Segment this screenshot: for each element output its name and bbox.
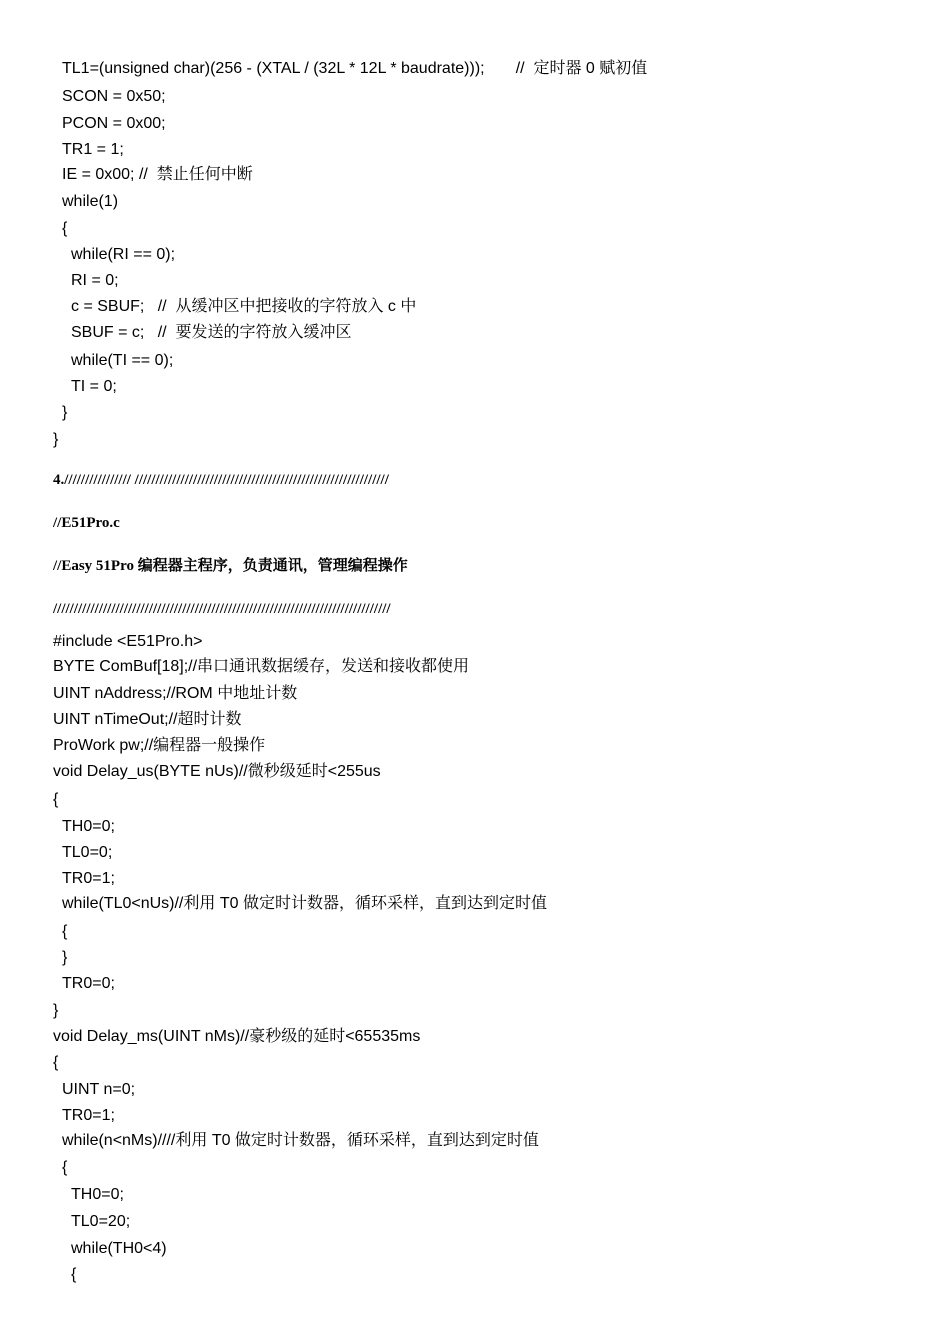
file-name-comment: //E51Pro.c xyxy=(53,515,120,531)
code-line: TL0=20; xyxy=(71,1213,131,1230)
code-line: c = SBUF; // 从缓冲区中把接收的字符放入 c 中 xyxy=(71,298,417,315)
code-line: TH0=0; xyxy=(71,1186,124,1203)
code-line: SBUF = c; // 要发送的字符放入缓冲区 xyxy=(71,324,352,341)
code-line: while(TI == 0); xyxy=(71,352,174,369)
code-line: while(TL0<nUs)//利用 T0 做定时计数器，循环采样，直到达到定时值 xyxy=(62,895,547,912)
code-line: PCON = 0x00; xyxy=(62,115,166,132)
code-line: IE = 0x00; // 禁止任何中断 xyxy=(62,166,253,183)
code-line: TI = 0; xyxy=(71,378,117,395)
code-line: while(TH0<4) xyxy=(71,1240,167,1257)
code-line: { xyxy=(62,220,68,237)
code-line: { xyxy=(71,1266,77,1283)
code-line: RI = 0; xyxy=(71,272,119,289)
code-line: void Delay_ms(UINT nMs)//豪秒级的延时<65535ms xyxy=(53,1028,421,1045)
code-line: TL0=0; xyxy=(62,844,113,861)
code-line: BYTE ComBuf[18];//串口通讯数据缓存，发送和接收都使用 xyxy=(53,658,470,675)
code-line: while(1) xyxy=(62,193,119,210)
code-line: while(RI == 0); xyxy=(71,246,176,263)
code-line: TR0=1; xyxy=(62,1107,115,1124)
file-description-comment: //Easy 51Pro 编程器主程序，负责通讯，管理编程操作 xyxy=(53,558,408,574)
code-line: while(n<nMs)////利用 T0 做定时计数器，循环采样，直到达到定时值 xyxy=(62,1132,539,1149)
section-divider: ///////////////////////////////////////////////////////////////////////////////// xyxy=(53,601,391,617)
code-line: #include <E51Pro.h> xyxy=(53,633,203,650)
code-line: TH0=0; xyxy=(62,818,115,835)
code-line: TL1=(unsigned char)(256 - (XTAL / (32L * 12L * baudrate))); // 定时器 0 赋初值 xyxy=(62,60,648,77)
code-line: UINT nAddress;//ROM 中地址计数 xyxy=(53,685,298,702)
code-line: SCON = 0x50; xyxy=(62,88,166,105)
code-line: ProWork pw;//编程器一般操作 xyxy=(53,737,266,754)
code-line: { xyxy=(62,923,68,940)
code-line: } xyxy=(53,1002,59,1019)
code-line: { xyxy=(62,1159,68,1176)
code-line: } xyxy=(62,949,68,966)
code-line: { xyxy=(53,1054,59,1071)
code-line: void Delay_us(BYTE nUs)//微秒级延时<255us xyxy=(53,763,381,780)
section-divider: 4.//////////////// ///////////////////////////////////////////////////////////// xyxy=(53,472,389,488)
code-line: } xyxy=(53,431,59,448)
code-line: UINT n=0; xyxy=(62,1081,136,1098)
code-line: TR0=1; xyxy=(62,870,115,887)
code-line: TR0=0; xyxy=(62,975,115,992)
code-line: { xyxy=(53,791,59,808)
code-line: } xyxy=(62,404,68,421)
code-line: UINT nTimeOut;//超时计数 xyxy=(53,711,242,728)
code-line: TR1 = 1; xyxy=(62,141,124,158)
